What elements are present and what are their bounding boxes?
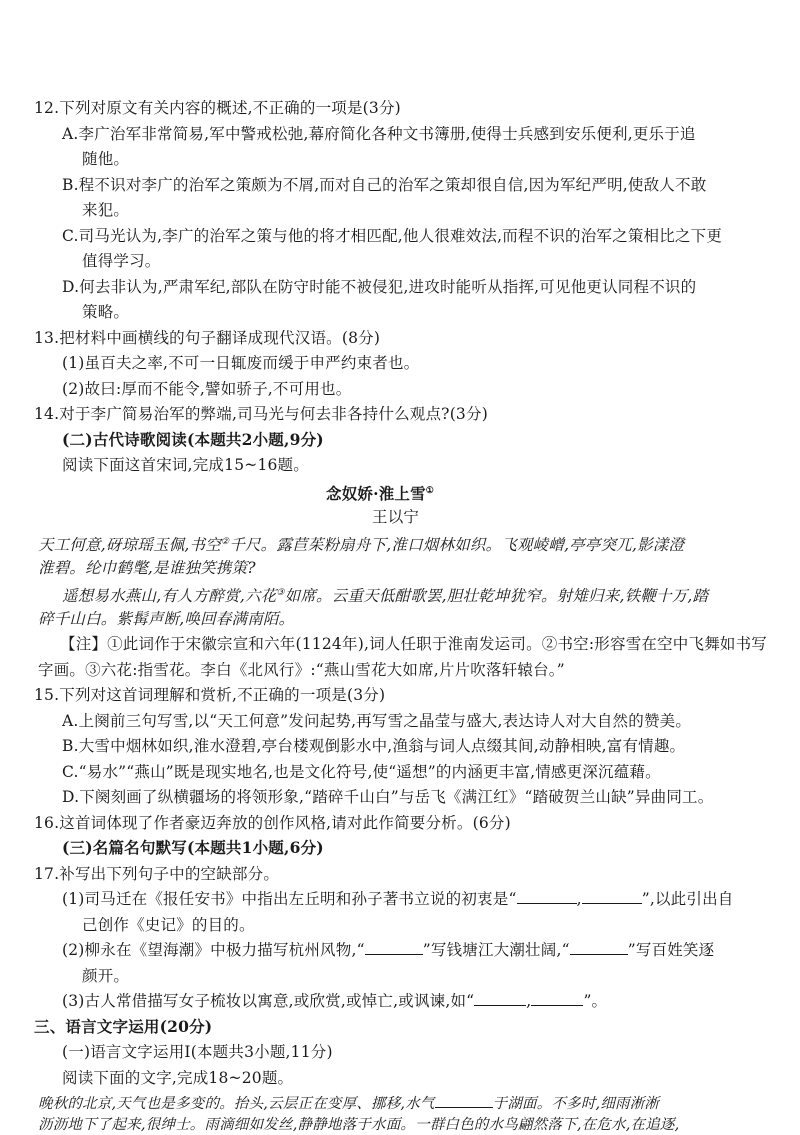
passage-line-1: 晚秋的北京,天气也是多变的。抬头,云层正在变厚、挪移,水气 于湖面。不多时,细雨淅淅 (38, 1093, 659, 1114)
q12-option-d-line2: 策略。 (82, 303, 130, 321)
answer-blank[interactable] (570, 940, 628, 955)
q15-option-c: C.“易水”“燕山”既是现实地名,也是文化符号,使“遥想”的内涵更丰富,情感更深沉蕴藉。 (62, 763, 661, 781)
q15-option-d: D.下阕刻画了纵横疆场的将领形象,“踏碎千山白”与岳飞《满江红》“踏破贺兰山缺”异曲同工。 (62, 788, 714, 806)
section-recitation-heading: (三)名篇名句默写(本题共1小题,6分) (62, 838, 324, 857)
poem-title-note-mark: ① (425, 486, 435, 496)
q13-title: 13.把材料中画横线的句子翻译成现代汉语。(8分) (34, 329, 381, 347)
q12-option-c-line2: 值得学习。 (82, 252, 161, 270)
q17-item-2-line2: 颜开。 (82, 967, 130, 985)
q15-title: 15.下列对这首词理解和赏析,不正确的一项是(3分) (34, 686, 386, 704)
q12-title: 12.下列对原文有关内容的概述,不正确的一项是(3分) (34, 99, 401, 117)
q13-sentence-1: (1)虽百夫之率,不可一日辄废而缓于申严约束者也。 (62, 354, 420, 372)
poem-note-line1: 【注】①此词作于宋徽宗宣和六年(1124年),词人任职于淮南发运司。②书空:形容雪在空中飞舞如书写 (60, 635, 767, 653)
part3-sub-heading: (一)语言文字运用Ⅰ(本题共3小题,11分) (62, 1043, 333, 1061)
q17-item-1-line1: (1)司马迁在《报任安书》中指出左丘明和孙子著书立说的初衷是“ , ”,以此引出自 (62, 890, 734, 908)
q17-item-3: (3)古人常借描写女子梳妆以寓意,或欣赏,或悼亡,或讽谏,如“ , ”。 (62, 992, 608, 1010)
q12-option-a-line2: 随他。 (82, 150, 130, 168)
part3-heading: 三、语言文字运用(20分) (34, 1017, 213, 1036)
q17-title: 17.补写出下列句子中的空缺部分。 (34, 865, 280, 883)
answer-blank[interactable] (582, 889, 642, 904)
q16-title: 16.这首词体现了作者豪迈奔放的创作风格,请对此作简要分析。(6分) (34, 814, 511, 832)
poem-note-mark-3: ③ (276, 588, 285, 598)
q17-item-1-line2: 己创作《史记》的目的。 (82, 916, 255, 934)
q12-option-b-line1: B.程不识对李广的治军之策颇为不屑,而对自己的治军之策却很自信,因为军纪严明,使敌人不敢 (62, 176, 707, 194)
q15-option-b: B.大雪中烟林如织,淮水澄碧,亭台楼观倒影水中,渔翁与词人点缀其间,动静相映,富有情趣。 (62, 737, 686, 755)
poem-note-mark-2: ② (220, 537, 230, 547)
poem-author: 王以宁 (372, 508, 420, 526)
q12-option-d-line1: D.何去非认为,严肃军纪,部队在防守时能不被侵犯,进攻时能听从指挥,可见他更认同程不识的 (62, 278, 697, 296)
q13-sentence-2: (2)故曰:厚而不能令,譬如骄子,不可用也。 (62, 380, 352, 398)
answer-blank[interactable] (474, 991, 526, 1006)
q12-option-c-line1: C.司马光认为,李广的治军之策与他的将才相匹配,他人很难效法,而程不识的治军之策相比之下更 (62, 227, 723, 245)
q15-option-a: A.上阕前三句写雪,以“天工何意”发问起势,再写雪之晶莹与盛大,表达诗人对大自然的赞美。 (62, 712, 692, 730)
poem-note-line2: 字画。③六花:指雪花。李白《北风行》:“燕山雪花大如席,片片吹落轩辕台。” (38, 661, 565, 679)
q14-title: 14.对于李广简易治军的弊端,司马光与何去非各持什么观点?(3分) (34, 405, 488, 423)
poetry-intro: 阅读下面这首宋词,完成15~16题。 (62, 456, 309, 474)
q17-item-2-line1: (2)柳永在《望海潮》中极力描写杭州风物,“ ”写钱塘江大潮壮阔,“ ”写百姓笑逐 (62, 941, 715, 959)
poem-line-1: 天工何意,砑琼瑶玉佩,书空②千尺。露苣茱粉扇舟下,淮口烟林如织。飞观崚嶒,亭亭突兀,影漾澄 (38, 536, 685, 555)
part3-intro: 阅读下面的文字,完成18~20题。 (62, 1069, 294, 1087)
poem-line-3: 遥想易水燕山,有人方醉赏,六花③如席。云重天低酣歌罢,胆壮乾坤犹窄。射雉归来,铁鞭十万,踏 (62, 587, 709, 606)
answer-blank[interactable] (517, 889, 577, 904)
poem-line-4: 碎千山白。紫髯声断,唤回春满南陌。 (38, 610, 295, 628)
poem-title: 念奴娇·淮上雪① (326, 484, 435, 504)
passage-line-2: 沥沥地下了起来,很绅士。雨滴细如发丝,静静地落于水面。一群白色的水鸟翩然落下,在危水,在追逐, (38, 1117, 680, 1133)
answer-blank[interactable] (531, 991, 583, 1006)
answer-blank[interactable] (435, 1093, 493, 1108)
answer-blank[interactable] (365, 940, 423, 955)
poem-line-2: 淮碧。纶巾鹤氅,是谁独笑携策? (38, 559, 256, 577)
q12-option-a-line1: A.李广治军非常简易,军中警戒松弛,幕府简化各种文书簿册,使得士兵感到安乐便利,更乐于追 (62, 125, 696, 143)
q12-option-b-line2: 来犯。 (82, 201, 130, 219)
section-poetry-heading: (二)古代诗歌阅读(本题共2小题,9分) (62, 430, 324, 449)
